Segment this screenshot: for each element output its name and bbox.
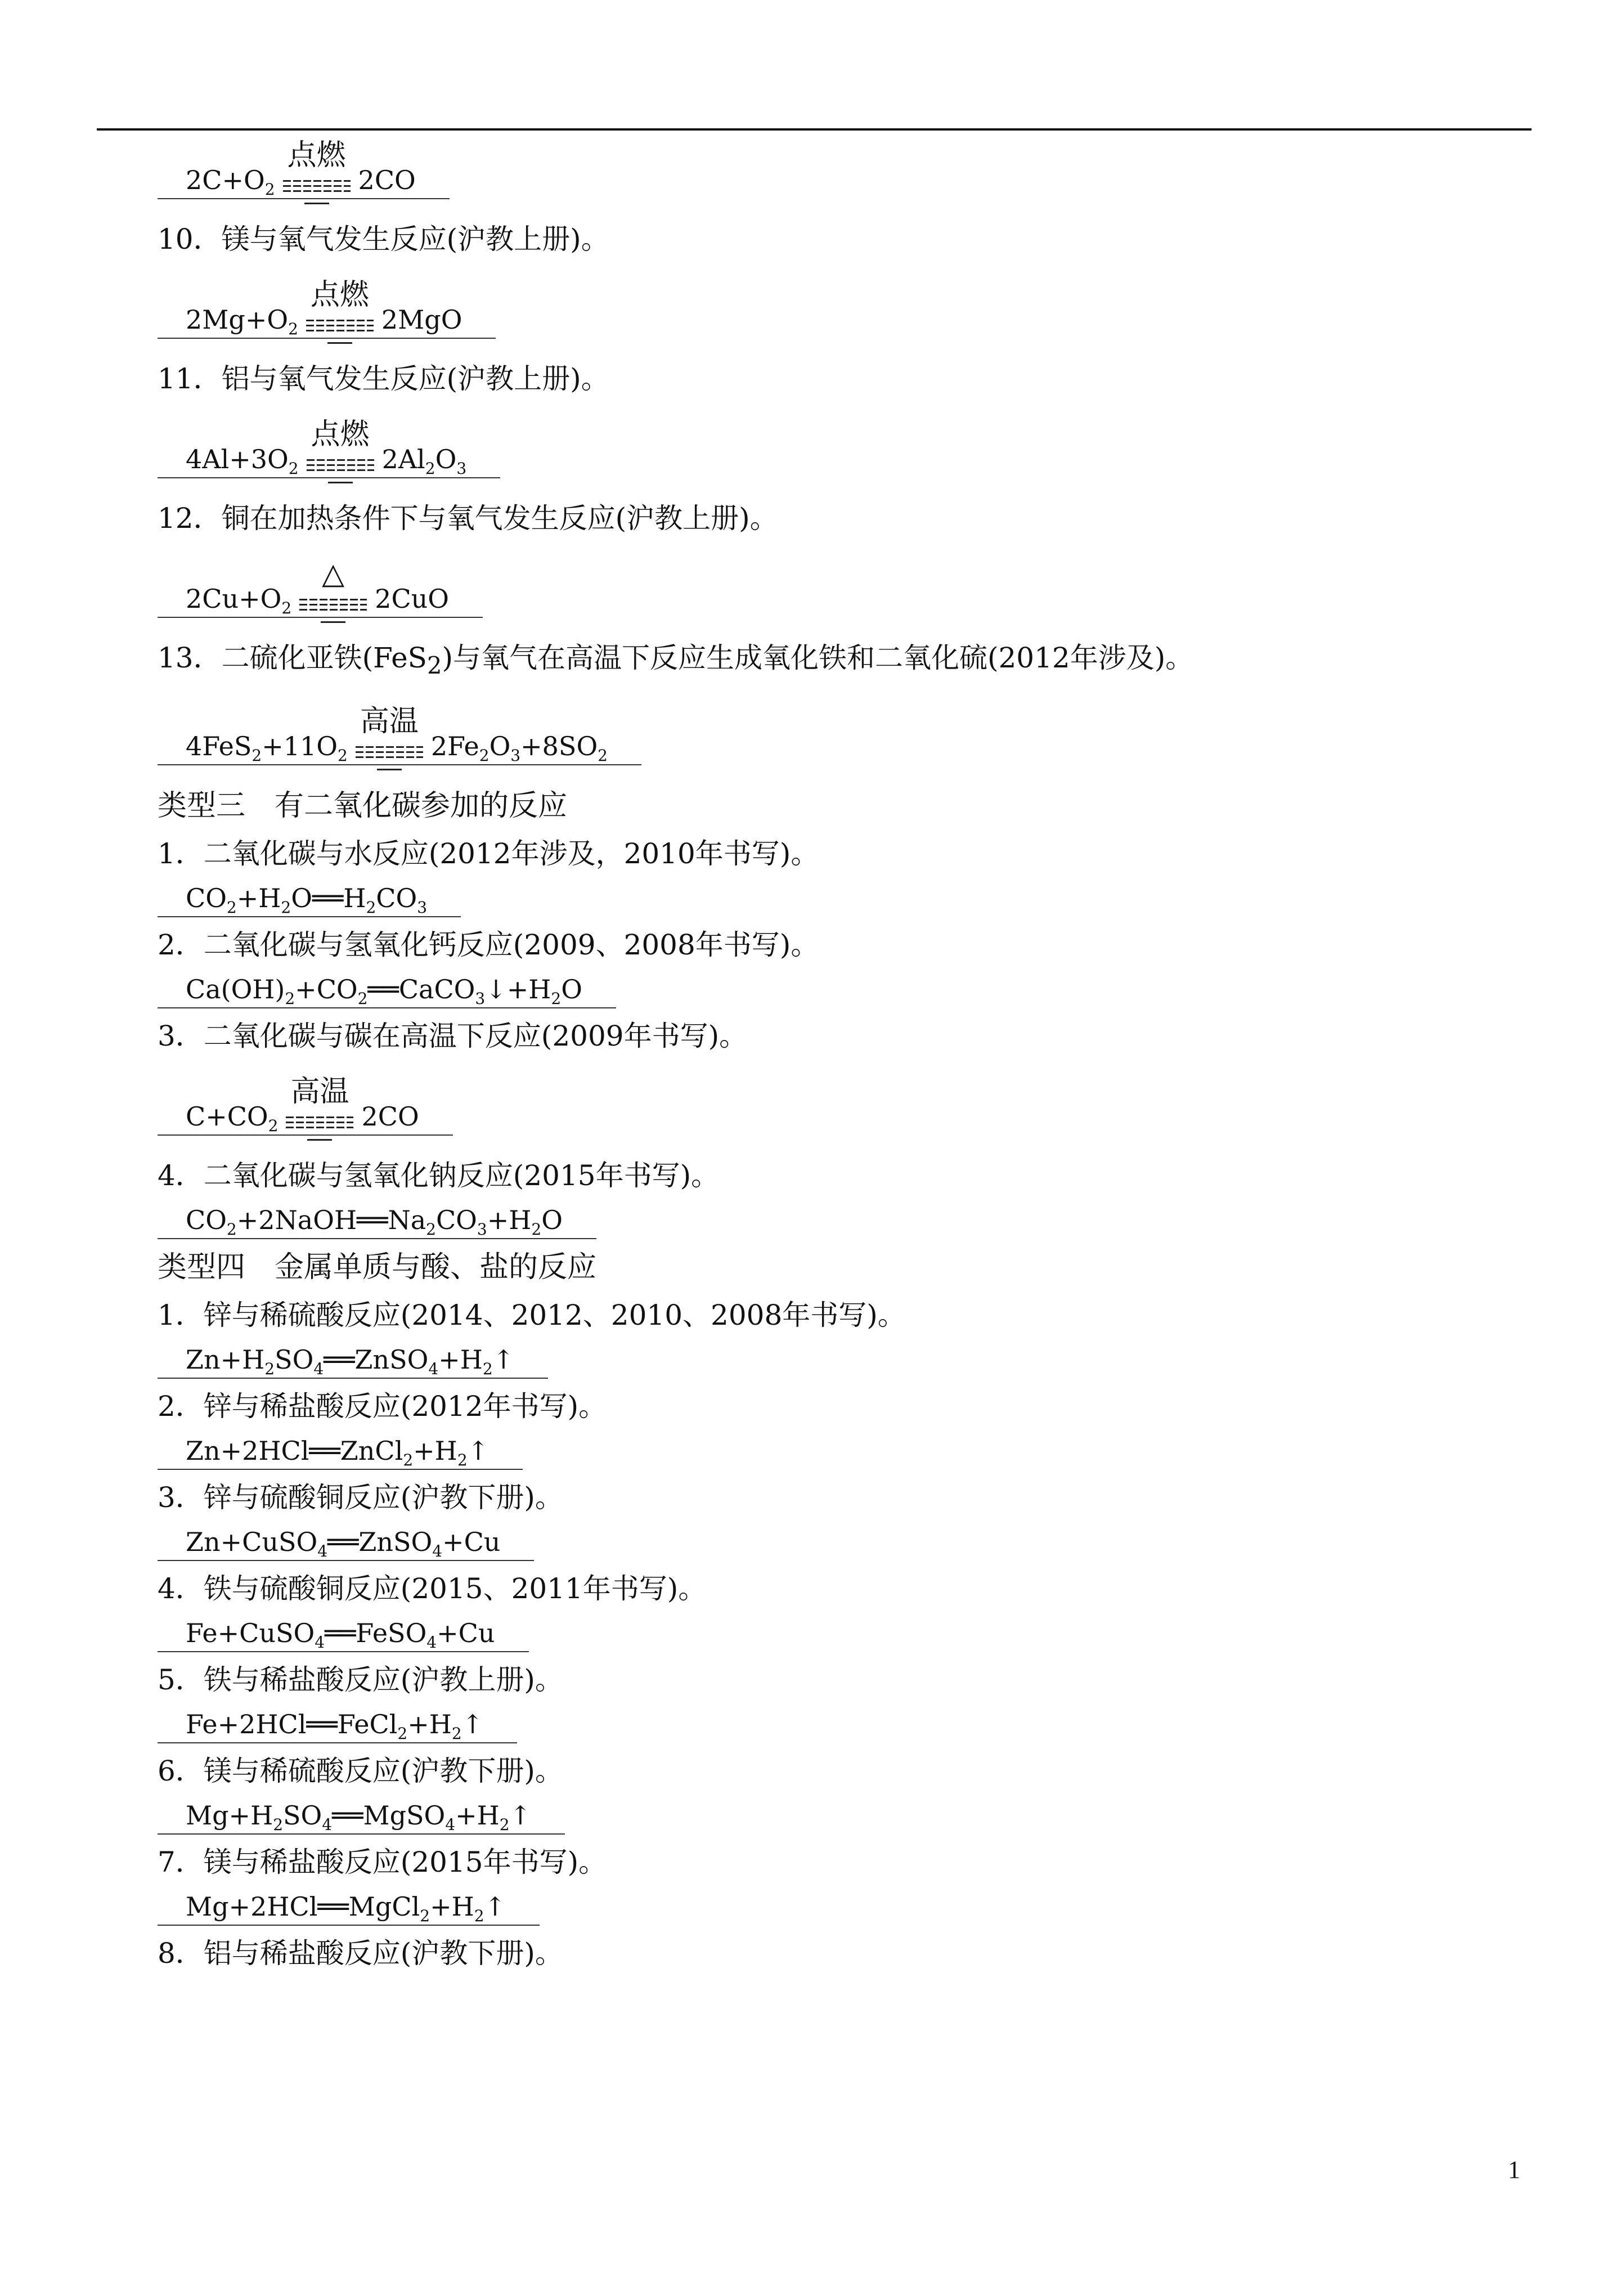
spacer (158, 1517, 1452, 1525)
spacer (158, 1008, 1452, 1016)
spacer (158, 1882, 1452, 1890)
answer-row (158, 1707, 1452, 1743)
answer-line (158, 138, 450, 199)
answer-row (158, 1799, 1452, 1835)
spacer (158, 873, 1452, 881)
reaction-condition: 高温 (360, 705, 419, 738)
spacer (158, 685, 1452, 729)
answer-line (158, 418, 500, 478)
question-text: 13．二硫化亚铁(FeS$_2$)与氧气在高温下反应生成氧化铁和二氧化硫(2012年涉及)。 (158, 642, 1194, 679)
reactants: $2C+O_2$ (186, 165, 275, 199)
question-text: 2．锌与稀盐酸反应(2012年书写)。 (158, 1390, 607, 1423)
answer-row (158, 418, 1452, 478)
answer-line: $Zn+2HCl══ZnCl_2+H_2↑$ (158, 1434, 523, 1470)
spacer (158, 199, 1452, 219)
reaction-condition: 高温 (290, 1075, 349, 1109)
products: $2Al_2O_3$ (381, 444, 467, 478)
spacer (158, 1699, 1452, 1707)
question-text: 3．锌与硫酸铜反应(沪教下册)。 (158, 1481, 563, 1514)
products: 2CuO (375, 584, 449, 614)
answer-row (158, 1203, 1452, 1239)
reaction-condition: 点燃 (287, 138, 346, 172)
condition-equals (356, 705, 423, 759)
question-text: 2．二氧化碳与氢氧化钙反应(2009、2008年书写)。 (158, 929, 819, 961)
question-text: 4．铁与硫酸铜反应(2015、2011年书写)。 (158, 1572, 707, 1605)
question-text: 6．镁与稀硫酸反应(沪教下册)。 (158, 1755, 563, 1787)
products: 2CO (358, 165, 416, 195)
reaction-condition: 点燃 (311, 418, 370, 451)
products: 2MgO (381, 304, 462, 335)
answer-row (158, 138, 1452, 199)
condition-equals (286, 1075, 353, 1129)
spacer (158, 1335, 1452, 1343)
reactants: $2Cu+O_2$ (186, 584, 292, 617)
section-heading: 类型三 有二氧化碳参加的反应 (158, 789, 568, 823)
equals-bars (286, 1116, 353, 1129)
answer-line (158, 1075, 453, 1136)
answer-line: $Fe+2HCl══FeCl_2+H_2↑$ (158, 1707, 517, 1743)
spacer (158, 1195, 1452, 1203)
reactants: $4Al+3O_2$ (186, 444, 299, 478)
spacer (158, 765, 1452, 786)
spacer (158, 1791, 1452, 1799)
equals-bars (306, 320, 374, 332)
answer-line: Zn+CuSO$_4$══ZnSO$_4$+Cu (158, 1525, 534, 1561)
products: 2CO (361, 1101, 419, 1132)
condition-equals (299, 557, 367, 611)
question-text: 5．铁与稀盐酸反应(沪教上册)。 (158, 1663, 563, 1696)
spacer (158, 1926, 1452, 1934)
question-text: 12．铜在加热条件下与氧气发生反应(沪教上册)。 (158, 502, 778, 535)
answer-line: $Mg+2HCl══MgCl_2+H_2↑$ (158, 1890, 540, 1926)
question-text: 11．铝与氧气发生反应(沪教上册)。 (158, 362, 609, 395)
equals-tail (307, 1139, 332, 1141)
question-text: 7．镁与稀盐酸反应(2015年书写)。 (158, 1846, 607, 1878)
equals-bars (356, 746, 423, 759)
answer-row (158, 278, 1452, 339)
answer-line: $CO_2+2NaOH══Na_2CO_3+H_2O$ (158, 1203, 596, 1239)
equals-tail (327, 342, 352, 344)
equals-tail (377, 769, 402, 770)
header-rule (97, 128, 1532, 131)
spacer (158, 618, 1452, 638)
equals-tail (321, 621, 345, 623)
answer-line (158, 705, 641, 765)
spacer (158, 1136, 1452, 1156)
reactants: $4FeS_2+11O_2$ (186, 731, 348, 765)
equals-bars (307, 459, 374, 472)
answer-row (158, 1343, 1452, 1379)
answer-row (158, 972, 1452, 1008)
answer-row (158, 1075, 1452, 1136)
answer-row (158, 1525, 1452, 1561)
equals-tail (304, 203, 329, 204)
condition-equals (307, 418, 374, 472)
equals-tail (328, 482, 353, 483)
spacer (158, 1973, 1452, 1981)
spacer (158, 1288, 1452, 1295)
answer-line: $Ca(OH)_2+CO_2══CaCO_3↓+H_2O$ (158, 972, 616, 1008)
reactants: $2Mg+O_2$ (186, 304, 298, 338)
answer-row (158, 881, 1452, 917)
spacer (158, 965, 1452, 972)
answer-row (158, 1434, 1452, 1470)
question-text: 1．锌与稀硫酸反应(2014、2012、2010、2008年书写)。 (158, 1299, 906, 1331)
answer-line (158, 557, 483, 618)
spacer (158, 1561, 1452, 1569)
spacer (158, 917, 1452, 925)
answer-line: Fe+CuSO$_4$══FeSO$_4$+Cu (158, 1616, 529, 1652)
spacer (158, 1608, 1452, 1616)
spacer (158, 1470, 1452, 1478)
spacer (158, 1379, 1452, 1387)
condition-equals (283, 138, 351, 192)
spacer (158, 1835, 1452, 1842)
answer-row (158, 1890, 1452, 1926)
document-body (158, 138, 1452, 1981)
question-text: 1．二氧化碳与水反应(2012年涉及，2010年书写)。 (158, 837, 819, 870)
answer-line: $Zn+H_2SO_4══ZnSO_4+H_2↑$ (158, 1343, 548, 1379)
spacer (158, 1743, 1452, 1751)
condition-equals (306, 278, 374, 332)
reactants: $C+CO_2$ (186, 1101, 279, 1135)
answer-line (158, 278, 496, 339)
spacer (158, 826, 1452, 834)
spacer (158, 1426, 1452, 1434)
spacer (158, 1239, 1452, 1247)
spacer (158, 1652, 1452, 1660)
answer-line: $Mg+H_2SO_4══MgSO_4+H_2↑$ (158, 1799, 565, 1835)
answer-row (158, 557, 1452, 618)
equals-bars (283, 180, 351, 192)
answer-line: $CO_2+H_2O══H_2CO_3$ (158, 881, 461, 917)
answer-row (158, 705, 1452, 765)
products: $2Fe_2O_3+8SO_2$ (430, 731, 608, 765)
equals-bars (299, 599, 367, 611)
page-number: 1 (1508, 2156, 1520, 2183)
reaction-condition: △ (322, 557, 345, 591)
answer-row (158, 1616, 1452, 1652)
reaction-condition: 点燃 (310, 278, 369, 312)
question-text: 3．二氧化碳与碳在高温下反应(2009年书写)。 (158, 1020, 748, 1052)
section-heading: 类型四 金属单质与酸、盐的反应 (158, 1250, 597, 1284)
question-text: 8．铝与稀盐酸反应(沪教下册)。 (158, 1937, 563, 1970)
question-text: 4．二氧化碳与氢氧化钠反应(2015年书写)。 (158, 1159, 720, 1192)
question-text: 10．镁与氧气发生反应(沪教上册)。 (158, 223, 609, 255)
